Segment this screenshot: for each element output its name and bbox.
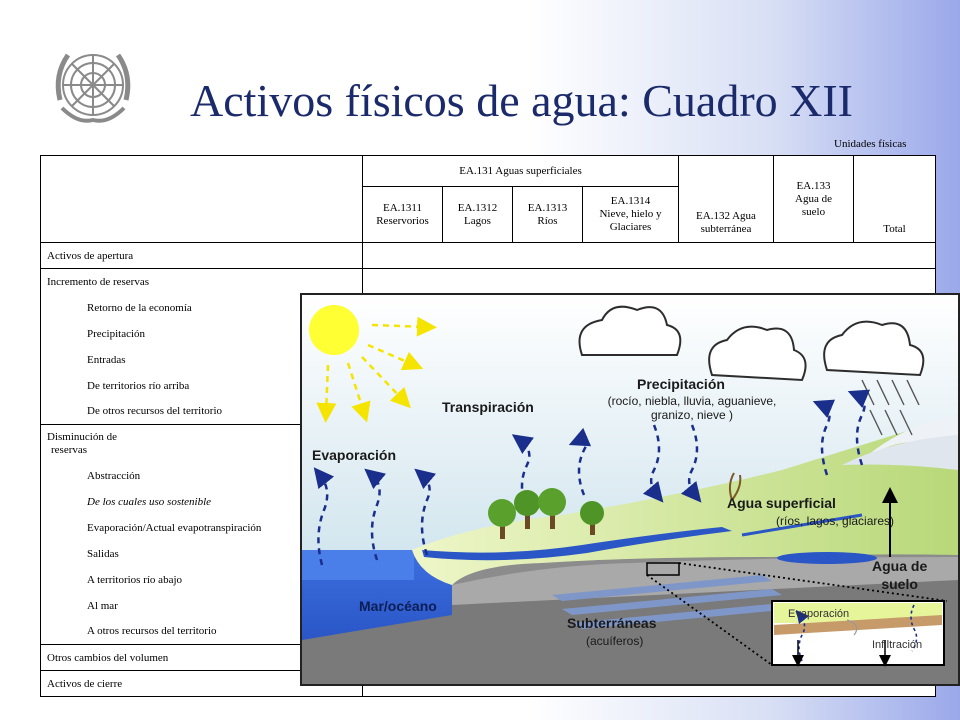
label-aquifers: (acuíferos) [586,634,644,648]
inset-label-evaporation: Evaporación [788,608,850,620]
row-label: Precipitación [41,321,363,347]
header-ea132: EA.132 Agua subterránea [679,156,774,243]
row-label: Abstracción [41,463,363,489]
units-label: Unidades físicas [834,138,907,150]
header-ea133: EA.133 Agua de suelo [774,156,854,243]
label-soil-water: Agua de suelo [872,558,928,592]
row-label: A otros recursos del territorio [41,619,363,645]
row-label: A territorios río abajo [41,567,363,593]
row-label: Incremento de reservas [41,269,363,295]
inset-label-infiltration: Infiltración [872,639,923,651]
row-label: Retorno de la economía [41,295,363,321]
row-label: Evaporación/Actual evapotranspiración [41,515,363,541]
row-label: Al mar [41,593,363,619]
row-label: De los cuales uso sostenible [41,489,363,515]
row-label: Otros cambios del volumen [41,645,363,671]
label-precipitation: Precipitación [637,376,725,392]
row-label: Salidas [41,541,363,567]
un-emblem-icon [48,40,138,130]
header-ea1311: EA.1311 Reservorios [363,187,443,243]
row-label: Entradas [41,347,363,373]
row-label-decrease: Disminución de reservas [41,425,363,463]
label-evaporation: Evaporación [312,447,397,463]
sun-icon [309,305,359,355]
header-ea1314: EA.1314 Nieve, hielo y Glaciares [583,187,679,243]
label-sea: Mar/océano [359,598,437,614]
header-ea1313: EA.1313 Ríos [513,187,583,243]
header-surface-water: EA.131 Aguas superficiales [363,156,679,187]
label-surface-water-detail: (ríos, lagos, glaciares) [776,514,895,528]
water-cycle-diagram [300,293,960,686]
label-surface-water: Agua superficial [727,495,836,511]
header-blank [41,156,363,243]
row-label: Activos de apertura [41,243,363,269]
row-label: De otros recursos del territorio [41,399,363,425]
row-label: De territorios río arriba [41,373,363,399]
row-label: Activos de cierre [41,671,363,697]
label-groundwater: Subterráneas [567,615,657,631]
header-ea1312: EA.1312 Lagos [443,187,513,243]
label-transpiration: Transpiración [442,399,534,415]
label-precipitation-detail: (rocío, niebla, lluvia, aguanieve, granizo, nieve ) [607,394,777,422]
slide-title: Activos físicos de agua: Cuadro XII [190,75,854,126]
header-total: Total [854,156,936,243]
